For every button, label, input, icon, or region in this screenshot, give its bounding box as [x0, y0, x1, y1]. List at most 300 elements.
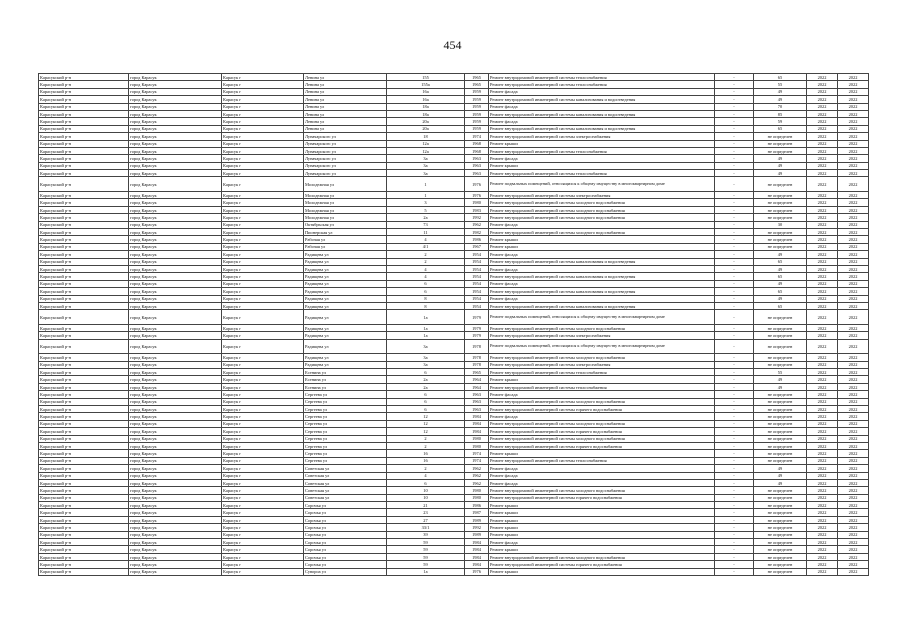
street-cell: Сорочья ул [304, 531, 387, 538]
dash-cell: - [715, 479, 754, 486]
end-year-cell: 2022 [838, 494, 869, 501]
end-year-cell: 2022 [838, 103, 869, 110]
house-number-cell: 3 [387, 199, 465, 206]
dash-cell: - [715, 494, 754, 501]
year-cell: 1992 [465, 214, 489, 221]
locality-cell: Карасук г [222, 147, 304, 154]
house-number-cell: 2а [387, 214, 465, 221]
work-type-cell: Ремонт внутридомовой инженерной системы холодного водоснабжения [489, 354, 715, 361]
table-row [39, 236, 869, 243]
table-row [39, 450, 869, 457]
work-type-cell: Ремонт крыши [489, 376, 715, 383]
house-number-cell: 12 [387, 428, 465, 435]
locality-cell: Карасук г [222, 531, 304, 538]
district-cell: Карасукский р-н [39, 310, 129, 325]
dash-cell: - [715, 243, 754, 250]
district-cell: Карасукский р-н [39, 162, 129, 169]
table-row [39, 74, 869, 81]
house-number-cell: 3а [387, 339, 465, 354]
start-year-cell: 2022 [807, 479, 838, 486]
work-type-cell: Ремонт внутридомовой инженерной системы холодного водоснабжения [489, 229, 715, 236]
municipality-cell: город Карасук [129, 406, 222, 413]
cost-cell: не определен [754, 236, 807, 243]
work-type-cell: Ремонт фасада [489, 295, 715, 302]
year-cell: 1954 [465, 265, 489, 272]
district-cell: Карасукский р-н [39, 192, 129, 199]
locality-cell: Карасук г [222, 310, 304, 325]
locality-cell: Карасук г [222, 243, 304, 250]
locality-cell: Карасук г [222, 568, 304, 575]
district-cell: Карасукский р-н [39, 457, 129, 464]
start-year-cell: 2022 [807, 420, 838, 427]
end-year-cell: 2022 [838, 531, 869, 538]
district-cell: Карасукский р-н [39, 110, 129, 117]
house-number-cell: 10 [387, 487, 465, 494]
district-cell: Карасукский р-н [39, 487, 129, 494]
end-year-cell: 2022 [838, 133, 869, 140]
cost-cell: 55 [754, 81, 807, 88]
table-row [39, 147, 869, 154]
cost-cell: не определен [754, 398, 807, 405]
municipality-cell: город Карасук [129, 147, 222, 154]
start-year-cell: 2022 [807, 376, 838, 383]
street-cell: Радищева ул [304, 273, 387, 280]
start-year-cell: 2022 [807, 118, 838, 125]
municipality-cell: город Карасук [129, 265, 222, 272]
locality-cell: Карасук г [222, 251, 304, 258]
table-row [39, 428, 869, 435]
dash-cell: - [715, 324, 754, 331]
house-number-cell: 20а [387, 125, 465, 132]
municipality-cell: город Карасук [129, 398, 222, 405]
dash-cell: - [715, 273, 754, 280]
locality-cell: Карасук г [222, 487, 304, 494]
dash-cell: - [715, 472, 754, 479]
year-cell: 1963 [465, 406, 489, 413]
work-type-cell: Ремонт фасада [489, 221, 715, 228]
district-cell: Карасукский р-н [39, 479, 129, 486]
dash-cell: - [715, 531, 754, 538]
dash-cell: - [715, 229, 754, 236]
dash-cell: - [715, 155, 754, 162]
locality-cell: Карасук г [222, 332, 304, 339]
year-cell: 1967 [465, 243, 489, 250]
start-year-cell: 2022 [807, 516, 838, 523]
district-cell: Карасукский р-н [39, 531, 129, 538]
locality-cell: Карасук г [222, 125, 304, 132]
locality-cell: Карасук г [222, 140, 304, 147]
dash-cell: - [715, 524, 754, 531]
dash-cell: - [715, 546, 754, 553]
end-year-cell: 2022 [838, 420, 869, 427]
district-cell: Карасукский р-н [39, 133, 129, 140]
street-cell: Ленина ул [304, 110, 387, 117]
municipality-cell: город Карасук [129, 81, 222, 88]
table-row [39, 88, 869, 95]
start-year-cell: 2022 [807, 214, 838, 221]
table-row [39, 502, 869, 509]
dash-cell: - [715, 221, 754, 228]
start-year-cell: 2022 [807, 406, 838, 413]
dash-cell: - [715, 280, 754, 287]
street-cell: Сергеева ул [304, 435, 387, 442]
end-year-cell: 2022 [838, 192, 869, 199]
year-cell: 1959 [465, 125, 489, 132]
street-cell: Радищева ул [304, 302, 387, 309]
year-cell: 1978 [465, 361, 489, 368]
work-type-cell: Ремонт внутридомовой инженерной системы электроснабжения [489, 192, 715, 199]
cost-cell: не определен [754, 229, 807, 236]
house-number-cell: 11 [387, 229, 465, 236]
house-number-cell: 16а [387, 88, 465, 95]
municipality-cell: город Карасук [129, 243, 222, 250]
end-year-cell: 2022 [838, 162, 869, 169]
district-cell: Карасукский р-н [39, 258, 129, 265]
district-cell: Карасукский р-н [39, 243, 129, 250]
house-number-cell: 155а [387, 81, 465, 88]
end-year-cell: 2022 [838, 214, 869, 221]
municipality-cell: город Карасук [129, 110, 222, 117]
work-type-cell: Ремонт крыши [489, 524, 715, 531]
house-number-cell: 6 [387, 391, 465, 398]
work-type-cell: Ремонт фасада [489, 251, 715, 258]
dash-cell: - [715, 465, 754, 472]
district-cell: Карасукский р-н [39, 398, 129, 405]
cost-cell: 49 [754, 383, 807, 390]
cost-cell: не определен [754, 524, 807, 531]
end-year-cell: 2022 [838, 170, 869, 177]
end-year-cell: 2022 [838, 413, 869, 420]
work-type-cell: Ремонт фасада [489, 391, 715, 398]
street-cell: Луначарского ул [304, 140, 387, 147]
street-cell: Сорочья ул [304, 553, 387, 560]
end-year-cell: 2022 [838, 369, 869, 376]
start-year-cell: 2022 [807, 457, 838, 464]
start-year-cell: 2022 [807, 177, 838, 192]
locality-cell: Карасук г [222, 229, 304, 236]
table-row [39, 265, 869, 272]
end-year-cell: 2022 [838, 265, 869, 272]
work-type-cell: Ремонт подвальных помещений, относящихся к общему имуществу в многоквартирном доме [489, 339, 715, 354]
table-row [39, 155, 869, 162]
cost-cell: 49 [754, 155, 807, 162]
district-cell: Карасукский р-н [39, 170, 129, 177]
end-year-cell: 2022 [838, 428, 869, 435]
year-cell: 1992 [465, 524, 489, 531]
municipality-cell: город Карасук [129, 524, 222, 531]
cost-cell: 49 [754, 376, 807, 383]
locality-cell: Карасук г [222, 354, 304, 361]
house-number-cell: 18 [387, 133, 465, 140]
house-number-cell: 6 [387, 288, 465, 295]
municipality-cell: город Карасук [129, 229, 222, 236]
municipality-cell: город Карасук [129, 155, 222, 162]
table-row [39, 369, 869, 376]
dash-cell: - [715, 214, 754, 221]
locality-cell: Карасук г [222, 236, 304, 243]
street-cell: Луначарского ул [304, 155, 387, 162]
municipality-cell: город Карасук [129, 280, 222, 287]
dash-cell: - [715, 177, 754, 192]
municipality-cell: город Карасук [129, 502, 222, 509]
table-row [39, 324, 869, 331]
municipality-cell: город Карасук [129, 192, 222, 199]
year-cell: 1964 [465, 383, 489, 390]
end-year-cell: 2022 [838, 96, 869, 103]
street-cell: Рабочая ул [304, 236, 387, 243]
municipality-cell: город Карасук [129, 125, 222, 132]
locality-cell: Карасук г [222, 265, 304, 272]
year-cell: 1980 [465, 494, 489, 501]
locality-cell: Карасук г [222, 428, 304, 435]
house-number-cell: 6 [387, 398, 465, 405]
start-year-cell: 2022 [807, 221, 838, 228]
year-cell: 1982 [465, 229, 489, 236]
municipality-cell: город Карасук [129, 413, 222, 420]
house-number-cell: 4 [387, 472, 465, 479]
work-type-cell: Ремонт фасада [489, 479, 715, 486]
cost-cell: 49 [754, 472, 807, 479]
municipality-cell: город Карасук [129, 428, 222, 435]
municipality-cell: город Карасук [129, 199, 222, 206]
house-number-cell: 2 [387, 465, 465, 472]
dash-cell: - [715, 428, 754, 435]
cost-cell: 65 [754, 288, 807, 295]
locality-cell: Карасук г [222, 170, 304, 177]
district-cell: Карасукский р-н [39, 339, 129, 354]
cost-cell: не определен [754, 502, 807, 509]
work-type-cell: Ремонт внутридомовой инженерной системы канализования и водоотведения [489, 110, 715, 117]
dash-cell: - [715, 450, 754, 457]
cost-cell: не определен [754, 140, 807, 147]
house-number-cell: 59 [387, 553, 465, 560]
district-cell: Карасукский р-н [39, 302, 129, 309]
work-type-cell: Ремонт внутридомовой инженерной системы холодного водоснабжения [489, 199, 715, 206]
house-number-cell: 5 [387, 206, 465, 213]
table-row [39, 140, 869, 147]
house-number-cell: 4 [387, 236, 465, 243]
dash-cell: - [715, 110, 754, 117]
table-row [39, 288, 869, 295]
start-year-cell: 2022 [807, 324, 838, 331]
locality-cell: Карасук г [222, 479, 304, 486]
street-cell: Луначарского ул [304, 133, 387, 140]
street-cell: Радищева ул [304, 258, 387, 265]
work-type-cell: Ремонт фасада [489, 465, 715, 472]
start-year-cell: 2022 [807, 236, 838, 243]
locality-cell: Карасук г [222, 221, 304, 228]
cost-cell: не определен [754, 406, 807, 413]
municipality-cell: город Карасук [129, 465, 222, 472]
page-number: 454 [443, 38, 462, 52]
table-row [39, 509, 869, 516]
end-year-cell: 2022 [838, 221, 869, 228]
cost-cell: не определен [754, 561, 807, 568]
cost-cell: не определен [754, 435, 807, 442]
year-cell: 1965 [465, 369, 489, 376]
locality-cell: Карасук г [222, 369, 304, 376]
cost-cell: не определен [754, 457, 807, 464]
house-number-cell: 2 [387, 251, 465, 258]
street-cell: Радищева ул [304, 324, 387, 331]
street-cell: Молодежная ул [304, 177, 387, 192]
table-row [39, 170, 869, 177]
work-type-cell: Ремонт фасада [489, 280, 715, 287]
locality-cell: Карасук г [222, 295, 304, 302]
district-cell: Карасукский р-н [39, 324, 129, 331]
dash-cell: - [715, 502, 754, 509]
start-year-cell: 2022 [807, 258, 838, 265]
cost-cell: не определен [754, 442, 807, 449]
district-cell: Карасукский р-н [39, 221, 129, 228]
municipality-cell: город Карасук [129, 339, 222, 354]
table-row [39, 472, 869, 479]
locality-cell: Карасук г [222, 406, 304, 413]
dash-cell: - [715, 236, 754, 243]
dash-cell: - [715, 125, 754, 132]
dash-cell: - [715, 516, 754, 523]
house-number-cell: 2а [387, 383, 465, 390]
street-cell: Молодежная ул [304, 206, 387, 213]
table-row [39, 133, 869, 140]
street-cell: Радищева ул [304, 332, 387, 339]
street-cell: Радищева ул [304, 265, 387, 272]
dash-cell: - [715, 170, 754, 177]
end-year-cell: 2022 [838, 118, 869, 125]
year-cell: 1976 [465, 177, 489, 192]
locality-cell: Карасук г [222, 383, 304, 390]
dash-cell: - [715, 376, 754, 383]
municipality-cell: город Карасук [129, 170, 222, 177]
end-year-cell: 2022 [838, 81, 869, 88]
municipality-cell: город Карасук [129, 118, 222, 125]
district-cell: Карасукский р-н [39, 428, 129, 435]
end-year-cell: 2022 [838, 398, 869, 405]
end-year-cell: 2022 [838, 140, 869, 147]
municipality-cell: город Карасук [129, 568, 222, 575]
table-row [39, 125, 869, 132]
start-year-cell: 2022 [807, 74, 838, 81]
work-type-cell: Ремонт фасада [489, 103, 715, 110]
street-cell: Радищева ул [304, 280, 387, 287]
cost-cell: 65 [754, 273, 807, 280]
dash-cell: - [715, 118, 754, 125]
start-year-cell: 2022 [807, 251, 838, 258]
district-cell: Карасукский р-н [39, 147, 129, 154]
house-number-cell: 2а [387, 376, 465, 383]
year-cell: 1962 [465, 465, 489, 472]
street-cell: Сергеева ул [304, 391, 387, 398]
district-cell: Карасукский р-н [39, 539, 129, 546]
table-row [39, 162, 869, 169]
cost-cell: не определен [754, 553, 807, 560]
start-year-cell: 2022 [807, 391, 838, 398]
table-row [39, 243, 869, 250]
street-cell: Сорочья ул [304, 516, 387, 523]
street-cell: Сергеева ул [304, 442, 387, 449]
dash-cell: - [715, 147, 754, 154]
work-type-cell: Ремонт внутридомовой инженерной системы холодного водоснабжения [489, 435, 715, 442]
street-cell: Есенина ул [304, 376, 387, 383]
locality-cell: Карасук г [222, 546, 304, 553]
work-type-cell: Ремонт внутридомовой инженерной системы теплоснабжения [489, 81, 715, 88]
work-type-cell: Ремонт внутридомовой инженерной системы теплоснабжения [489, 74, 715, 81]
end-year-cell: 2022 [838, 546, 869, 553]
locality-cell: Карасук г [222, 324, 304, 331]
district-cell: Карасукский р-н [39, 361, 129, 368]
cost-cell: не определен [754, 546, 807, 553]
cost-cell: не определен [754, 531, 807, 538]
district-cell: Карасукский р-н [39, 494, 129, 501]
district-cell: Карасукский р-н [39, 546, 129, 553]
table-row [39, 258, 869, 265]
end-year-cell: 2022 [838, 177, 869, 192]
start-year-cell: 2022 [807, 450, 838, 457]
dash-cell: - [715, 539, 754, 546]
end-year-cell: 2022 [838, 509, 869, 516]
district-cell: Карасукский р-н [39, 229, 129, 236]
municipality-cell: город Карасук [129, 354, 222, 361]
dash-cell: - [715, 369, 754, 376]
municipality-cell: город Карасук [129, 214, 222, 221]
table-row [39, 383, 869, 390]
dash-cell: - [715, 140, 754, 147]
table-row [39, 273, 869, 280]
year-cell: 1959 [465, 96, 489, 103]
start-year-cell: 2022 [807, 265, 838, 272]
end-year-cell: 2022 [838, 125, 869, 132]
year-cell: 1986 [465, 502, 489, 509]
locality-cell: Карасук г [222, 391, 304, 398]
street-cell: Сергеева ул [304, 413, 387, 420]
end-year-cell: 2022 [838, 332, 869, 339]
start-year-cell: 2022 [807, 295, 838, 302]
locality-cell: Карасук г [222, 502, 304, 509]
locality-cell: Карасук г [222, 553, 304, 560]
start-year-cell: 2022 [807, 524, 838, 531]
work-type-cell: Ремонт внутридомовой инженерной системы канализования и водоотведения [489, 96, 715, 103]
year-cell: 1984 [465, 561, 489, 568]
cost-cell: 30 [754, 221, 807, 228]
locality-cell: Карасук г [222, 339, 304, 354]
street-cell: Ленина ул [304, 125, 387, 132]
work-type-cell: Ремонт фасада [489, 539, 715, 546]
work-type-cell: Ремонт внутридомовой инженерной системы теплоснабжения [489, 170, 715, 177]
street-cell: Октябрьская ул [304, 221, 387, 228]
dash-cell: - [715, 406, 754, 413]
locality-cell: Карасук г [222, 280, 304, 287]
locality-cell: Карасук г [222, 192, 304, 199]
year-cell: 1984 [465, 413, 489, 420]
end-year-cell: 2022 [838, 487, 869, 494]
street-cell: Сорочья ул [304, 546, 387, 553]
start-year-cell: 2022 [807, 280, 838, 287]
district-cell: Карасукский р-н [39, 251, 129, 258]
locality-cell: Карасук г [222, 155, 304, 162]
street-cell: Рабочая ул [304, 243, 387, 250]
cost-cell: 49 [754, 170, 807, 177]
street-cell: Сергеева ул [304, 450, 387, 457]
end-year-cell: 2022 [838, 383, 869, 390]
locality-cell: Карасук г [222, 103, 304, 110]
cost-cell: 65 [754, 258, 807, 265]
table-row [39, 413, 869, 420]
district-cell: Карасукский р-н [39, 472, 129, 479]
cost-cell: 55 [754, 369, 807, 376]
locality-cell: Карасук г [222, 74, 304, 81]
cost-cell: не определен [754, 206, 807, 213]
start-year-cell: 2022 [807, 428, 838, 435]
